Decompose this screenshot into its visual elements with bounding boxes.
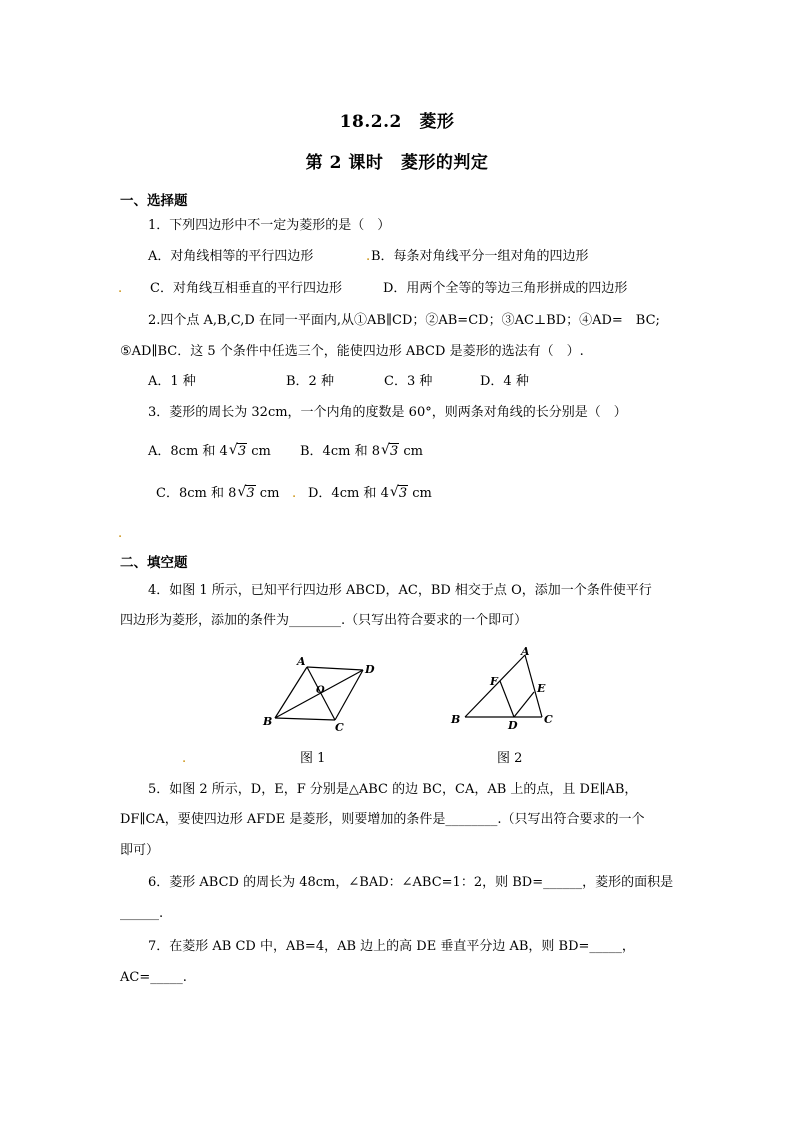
label-f: F [490, 675, 498, 688]
figure-2-triangle [445, 645, 565, 735]
stray-dot: . [366, 249, 371, 264]
label-c: C [544, 713, 553, 726]
stray-dot: . [292, 486, 297, 501]
edge-cb [275, 718, 335, 720]
q3-option-d-text: D．4cm 和 4 [308, 486, 389, 501]
label-a: A [521, 645, 530, 658]
q5-line-1: 5．如图 2 所示，D，E，F 分别是△ABC 的边 BC，CA，AB 上的点，且 DE∥AB， [148, 782, 638, 797]
q3-option-b-text: B．4cm 和 8 [300, 444, 380, 459]
stray-dot: . [182, 751, 187, 766]
q3-option-d-unit: cm [412, 486, 432, 501]
q2-line-1: 2.四个点 A,B,C,D 在同一平面内,从①AB∥CD；②AB=CD；③AC⊥BD；④AD= BC; [148, 313, 660, 328]
q3-option-a [148, 443, 271, 461]
q3-option-b-unit: cm [403, 444, 423, 459]
sqrt-symbol: √ 3 [389, 484, 408, 501]
q5-line-3: 即可） [120, 843, 160, 858]
document-title: 18.2.2 菱形 [339, 112, 455, 132]
q4-line-1: 4．如图 1 所示，已知平行四边形 ABCD，AC，BD 相交于点 O，添加一个条件使平行 [148, 583, 652, 598]
label-b: B [263, 715, 273, 728]
sqrt-symbol: √ 3 [228, 442, 247, 459]
q3-stem: 3．菱形的周长为 32cm，一个内角的度数是 60°，则两条对角线的长分别是（ ） [148, 405, 627, 420]
radicand: 3 [246, 486, 255, 501]
edge-ad [307, 667, 363, 670]
label-d: D [365, 663, 375, 676]
stray-dot: . [118, 281, 123, 296]
q2-option-b: B．2 种 [286, 374, 334, 389]
section-fill-heading: 二、填空题 [120, 555, 188, 571]
q3-option-b [300, 443, 423, 461]
figure-1-caption: 图 1 [300, 751, 326, 766]
q1-option-d: D．用两个全等的等边三角形拼成的四边形 [383, 281, 628, 296]
q1-option-a: A．对角线相等的平行四边形 [148, 249, 314, 264]
label-a: A [297, 655, 306, 668]
sqrt-symbol: √ 3 [237, 484, 255, 501]
stray-dot: . [118, 526, 123, 541]
figure-2-caption: 图 2 [497, 751, 523, 766]
q3-option-d [308, 485, 432, 503]
label-c: C [335, 721, 344, 734]
q2-option-d: D．4 种 [480, 374, 529, 389]
section-choice-heading: 一、选择题 [120, 193, 188, 209]
q6-line-1: 6．菱形 ABCD 的周长为 48cm，∠BAD：∠ABC=1：2，则 BD=______，菱形的面积是 [148, 875, 674, 890]
q2-line-2: ⑤AD∥BC．这 5 个条件中任选三个，能使四边形 ABCD 是菱形的选法有（ ）. [120, 344, 584, 359]
q1-stem: 1．下列四边形中不一定为菱形的是（ ） [148, 218, 391, 233]
q5-line-2: DF∥CA，要使四边形 AFDE 是菱形，则要增加的条件是________.（只写出符合要求的一个 [120, 812, 645, 827]
q2-option-c: C．3 种 [384, 374, 433, 389]
q7-line-1: 7．在菱形 AB CD 中，AB=4，AB 边上的高 DE 垂直平分边 AB，则 BD=_____， [148, 939, 635, 954]
sqrt-symbol: √ 3 [380, 442, 399, 459]
document-subtitle: 第 2 课时 菱形的判定 [305, 153, 489, 173]
q7-line-2: AC=_____. [120, 970, 187, 985]
q3-option-c-unit: cm [259, 486, 280, 501]
radicand: 3 [389, 444, 399, 459]
q1-option-b: B．每条对角线平分一组对角的四边形 [371, 249, 589, 264]
q4-line-2: 四边形为菱形，添加的条件为________.（只写出符合要求的一个即可） [120, 613, 528, 628]
radicand: 3 [398, 486, 408, 501]
figure-1-parallelogram [255, 650, 395, 745]
q3-option-c [156, 485, 279, 503]
label-b: B [451, 713, 461, 726]
q1-option-c: C．对角线互相垂直的平行四边形 [150, 281, 342, 296]
segment-de [514, 692, 534, 717]
q3-option-c-text: C．8cm 和 8 [156, 486, 237, 501]
radicand: 3 [237, 444, 247, 459]
segment-fd [500, 681, 514, 717]
q3-option-a-unit: cm [251, 444, 271, 459]
q3-option-a-text: A．8cm 和 4 [148, 444, 228, 459]
q2-option-a: A．1 种 [148, 374, 196, 389]
q6-line-2: ______. [120, 906, 164, 921]
label-e: E [537, 682, 546, 695]
edge-ba [275, 667, 307, 718]
label-o: O [316, 685, 325, 696]
label-d: D [508, 719, 518, 732]
